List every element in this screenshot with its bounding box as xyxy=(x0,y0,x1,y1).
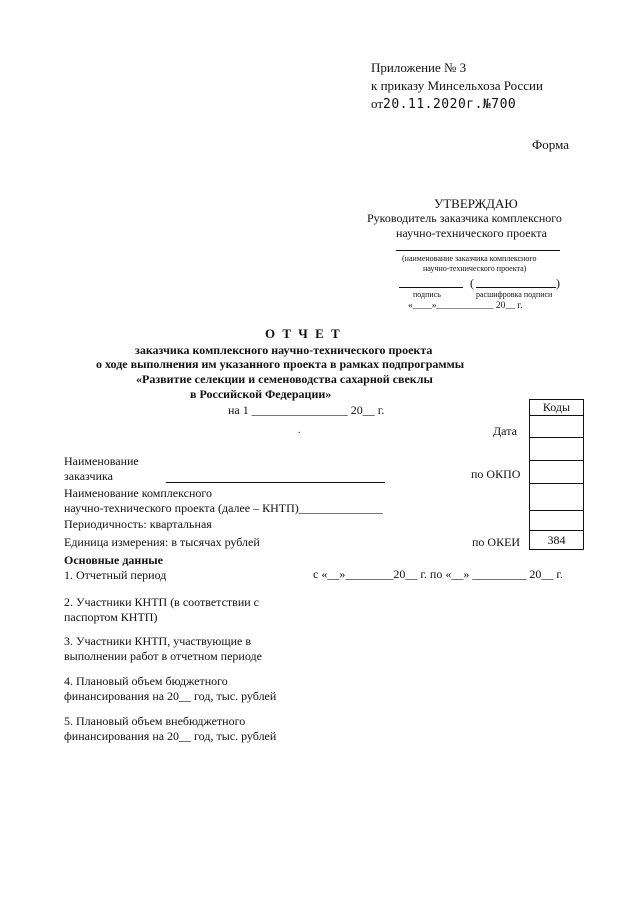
codes-cell-okpo[interactable] xyxy=(529,483,584,511)
approval-date-line: «____»____________ 20__ г. xyxy=(408,301,523,311)
order-reference: к приказу Минсельхоза России xyxy=(371,78,543,93)
item5-line1: 5. Плановый объем внебюджетного xyxy=(64,714,246,728)
label-date: Дата xyxy=(493,424,517,438)
report-line4: в Российской Федерации» xyxy=(190,387,332,401)
approval-caption2: научно-технического проекта) xyxy=(423,264,527,273)
codes-cell-blank[interactable] xyxy=(529,460,584,484)
paren-close: ) xyxy=(556,276,560,290)
sign-label: подпись xyxy=(413,290,441,299)
codes-cell-date[interactable] xyxy=(529,437,584,461)
item2-line1: 2. Участники КНТП (в соответствии с xyxy=(64,595,259,609)
report-line3: «Развитие селекции и семеноводства сахарной свеклы xyxy=(136,372,433,386)
order-date-value: 20.11.2020г.№700 xyxy=(383,97,517,112)
decode-label: расшифровка подписи xyxy=(476,290,553,299)
item4-line1: 4. Плановый объем бюджетного xyxy=(64,674,228,688)
customer-name-label2: заказчика xyxy=(64,469,113,483)
appendix-number: Приложение № 3 xyxy=(371,60,467,75)
label-okpo: по ОКПО xyxy=(471,467,521,481)
item4-line2: финансирования на 20__ год, тыс. рублей xyxy=(64,689,277,703)
stray-dot: . xyxy=(298,425,301,436)
item3-line1: 3. Участники КНТП, участвующие в xyxy=(64,634,251,648)
unit-of-measure: Единица измерения: в тысячах рублей xyxy=(64,535,260,549)
project-name-label2: научно-технического проекта (далее – КНТП)______________ xyxy=(64,501,383,515)
label-okei: по ОКЕИ xyxy=(472,535,521,549)
form-label: Форма xyxy=(532,137,569,152)
approval-caption1: (наименование заказчика комплексного xyxy=(402,254,537,263)
codes-cell-okei[interactable]: 384 xyxy=(529,530,584,550)
order-date-prefix: от xyxy=(371,96,384,111)
approval-line2: научно-технического проекта xyxy=(396,226,547,240)
paren-open: ( xyxy=(470,276,474,290)
codes-cell-form[interactable] xyxy=(529,415,584,438)
signature-decode-line xyxy=(476,287,556,288)
item3-line2: выполнении работ в отчетном периоде xyxy=(64,649,262,663)
customer-name-label1: Наименование xyxy=(64,454,139,468)
periodicity: Периодичность: квартальная xyxy=(64,517,212,531)
item1-reporting-period: 1. Отчетный период xyxy=(64,568,167,582)
reporting-period-range: с «__»________20__ г. по «__» _________ 20__ г. xyxy=(313,567,563,581)
report-line2: о ходе выполнения им указанного проекта в рамках подпрограммы xyxy=(96,357,465,371)
approval-title: УТВЕРЖДАЮ xyxy=(434,196,518,211)
item5-line2: финансирования на 20__ год, тыс. рублей xyxy=(64,729,277,743)
main-data-heading: Основные данные xyxy=(64,553,163,567)
item2-line2: паспортом КНТП) xyxy=(64,610,158,624)
customer-name-line xyxy=(396,250,560,251)
order-date xyxy=(371,96,516,112)
codes-header: Коды xyxy=(529,399,584,416)
report-line1: заказчика комплексного научно-технического проекта xyxy=(135,343,433,357)
report-title: О Т Ч Е Т xyxy=(265,326,342,341)
project-name-label1: Наименование комплексного xyxy=(64,486,212,500)
report-on-date: на 1 ________________ 20__ г. xyxy=(228,403,385,417)
approval-line1: Руководитель заказчика комплексного xyxy=(367,211,562,225)
codes-cell-extra[interactable] xyxy=(529,510,584,531)
customer-name-input-line[interactable] xyxy=(166,482,385,483)
signature-line xyxy=(399,287,463,288)
